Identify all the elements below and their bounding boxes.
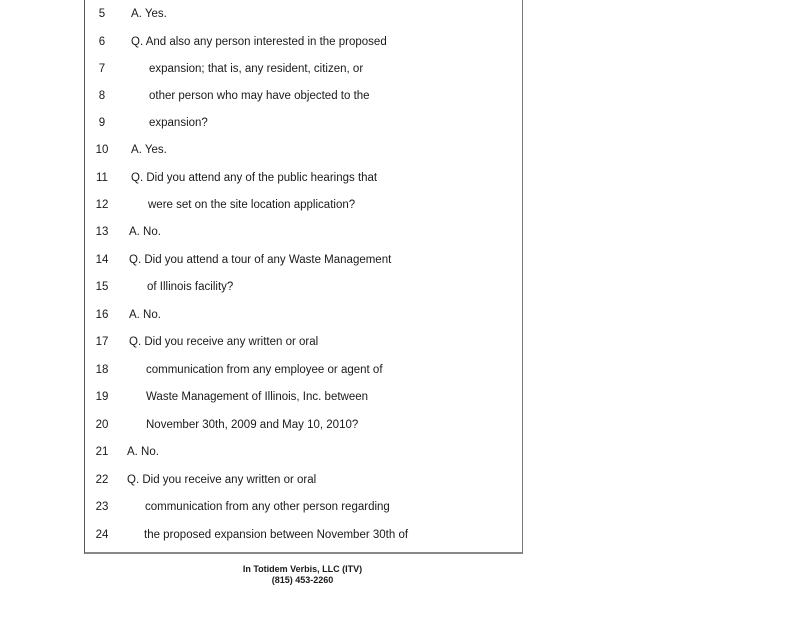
line-text: A. No. — [127, 446, 159, 458]
line-number: 10 — [95, 144, 109, 156]
line-text: Q. Did you receive any written or oral — [129, 336, 319, 348]
line-number: 11 — [96, 172, 108, 184]
transcript-line — [85, 250, 522, 270]
line-number: 9 — [98, 117, 106, 129]
line-number: 15 — [95, 281, 109, 293]
transcript-line — [85, 360, 522, 380]
transcript-line — [85, 195, 522, 215]
line-number: 7 — [98, 63, 106, 75]
line-text: A. Yes. — [131, 144, 167, 156]
line-text: expansion; that is, any resident, citizen, or — [149, 63, 364, 75]
line-number: 23 — [95, 501, 109, 513]
transcript-line — [85, 222, 522, 242]
line-text: Q. Did you attend any of the public hearings that — [131, 172, 378, 184]
line-text: Q. Did you attend a tour of any Waste Management — [129, 254, 392, 266]
transcript-line — [85, 525, 522, 545]
line-text: A. No. — [129, 226, 161, 238]
transcript-line — [85, 442, 522, 462]
transcript-line — [85, 277, 522, 297]
transcript-line — [85, 387, 522, 407]
line-number: 14 — [95, 254, 109, 266]
transcript-page — [84, 0, 523, 554]
transcript-line — [85, 497, 522, 517]
line-number: 8 — [98, 90, 106, 102]
line-text: other person who may have objected to the — [149, 90, 370, 102]
transcript-line — [85, 470, 522, 490]
line-number: 22 — [95, 474, 109, 486]
line-text: were set on the site location application? — [148, 199, 356, 211]
transcript-line — [85, 305, 522, 325]
line-number: 17 — [95, 336, 109, 348]
transcript-line — [85, 32, 522, 52]
line-text: expansion? — [149, 117, 208, 129]
transcript-line — [85, 415, 522, 435]
line-text: Waste Management of Illinois, Inc. between — [146, 391, 369, 403]
transcript-line — [85, 140, 522, 160]
footer-phone: (815) 453-2260 — [271, 575, 334, 585]
line-text: the proposed expansion between November 30th of — [144, 529, 409, 541]
line-number: 12 — [95, 199, 109, 211]
line-number: 24 — [95, 529, 109, 541]
line-text: A. No. — [129, 309, 161, 321]
transcript-line — [85, 86, 522, 106]
transcript-line — [85, 4, 522, 24]
line-number: 18 — [95, 364, 109, 376]
line-text: communication from any other person regarding — [145, 501, 390, 513]
footer-company: In Totidem Verbis, LLC (ITV) — [242, 564, 363, 574]
line-text: communication from any employee or agent of — [146, 364, 383, 376]
line-text: November 30th, 2009 and May 10, 2010? — [146, 419, 359, 431]
line-number: 16 — [95, 309, 109, 321]
line-text: of Illinois facility? — [147, 281, 234, 293]
line-number: 20 — [95, 419, 109, 431]
transcript-line — [85, 113, 522, 133]
line-text: Q. And also any person interested in the proposed — [131, 36, 387, 48]
transcript-line — [85, 332, 522, 352]
line-text: A. Yes. — [131, 8, 167, 20]
line-number: 19 — [95, 391, 109, 403]
line-text: Q. Did you receive any written or oral — [127, 474, 317, 486]
line-number: 5 — [98, 8, 106, 20]
line-number: 6 — [98, 36, 106, 48]
line-number: 21 — [95, 446, 109, 458]
transcript-line — [85, 59, 522, 79]
line-number: 13 — [95, 226, 109, 238]
transcript-line — [85, 168, 522, 188]
